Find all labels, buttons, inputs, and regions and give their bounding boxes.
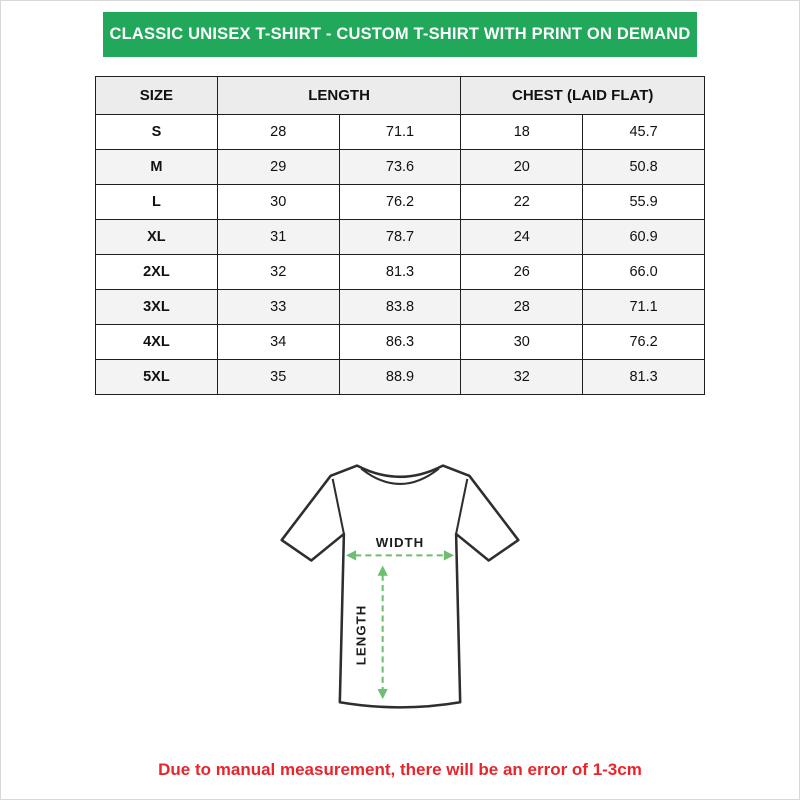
table-row [96, 360, 705, 395]
chest-in-cell: 22 [461, 185, 583, 220]
size-cell: 4XL [96, 325, 218, 360]
length-label: LENGTH [353, 604, 369, 666]
size-cell: M [96, 150, 218, 185]
size-column-header: SIZE [96, 77, 218, 115]
length-cm-cell: 83.8 [339, 290, 461, 325]
table-header-row [96, 77, 705, 115]
length-cm-cell: 88.9 [339, 360, 461, 395]
chest-cm-cell: 81.3 [583, 360, 705, 395]
length-in-cell: 28 [217, 115, 339, 150]
table-row [96, 185, 705, 220]
chest-in-cell: 26 [461, 255, 583, 290]
chest-in-cell: 18 [461, 115, 583, 150]
length-in-cell: 35 [217, 360, 339, 395]
size-cell: 5XL [96, 360, 218, 395]
chest-in-cell: 32 [461, 360, 583, 395]
length-in-cell: 34 [217, 325, 339, 360]
size-cell: 2XL [96, 255, 218, 290]
chest-in-cell: 30 [461, 325, 583, 360]
length-cm-cell: 81.3 [339, 255, 461, 290]
measurement-note: Due to manual measurement, there will be an error of 1-3cm [158, 760, 642, 779]
table-row [96, 220, 705, 255]
length-in-cell: 32 [217, 255, 339, 290]
size-cell: 3XL [96, 290, 218, 325]
tshirt-diagram-container [1, 435, 799, 746]
table-row [96, 150, 705, 185]
width-label: WIDTH [375, 535, 425, 551]
chest-cm-cell: 50.8 [583, 150, 705, 185]
chest-cm-cell: 76.2 [583, 325, 705, 360]
length-in-cell: 33 [217, 290, 339, 325]
table-row [96, 255, 705, 290]
length-in-cell: 31 [217, 220, 339, 255]
length-cm-cell: 76.2 [339, 185, 461, 220]
chest-in-cell: 24 [461, 220, 583, 255]
size-cell: L [96, 185, 218, 220]
chest-in-cell: 28 [461, 290, 583, 325]
length-cm-cell: 78.7 [339, 220, 461, 255]
length-in-cell: 29 [217, 150, 339, 185]
table-row [96, 115, 705, 150]
chest-in-cell: 20 [461, 150, 583, 185]
table-row [96, 325, 705, 360]
tshirt-diagram [247, 435, 553, 741]
tshirt-outline-shape [282, 466, 519, 708]
chest-column-header: CHEST (LAID FLAT) [461, 77, 705, 115]
length-cm-cell: 73.6 [339, 150, 461, 185]
chest-cm-cell: 66.0 [583, 255, 705, 290]
length-column-header: LENGTH [217, 77, 461, 115]
chest-cm-cell: 60.9 [583, 220, 705, 255]
length-in-cell: 30 [217, 185, 339, 220]
title-banner [103, 12, 697, 57]
chest-cm-cell: 55.9 [583, 185, 705, 220]
chest-cm-cell: 71.1 [583, 290, 705, 325]
chest-cm-cell: 45.7 [583, 115, 705, 150]
size-table [95, 76, 705, 395]
table-row [96, 290, 705, 325]
length-cm-cell: 71.1 [339, 115, 461, 150]
size-cell: XL [96, 220, 218, 255]
size-table-body [96, 115, 705, 395]
length-cm-cell: 86.3 [339, 325, 461, 360]
size-cell: S [96, 115, 218, 150]
page-title: CLASSIC UNISEX T-SHIRT - CUSTOM T-SHIRT WITH PRINT ON DEMAND [109, 25, 691, 43]
